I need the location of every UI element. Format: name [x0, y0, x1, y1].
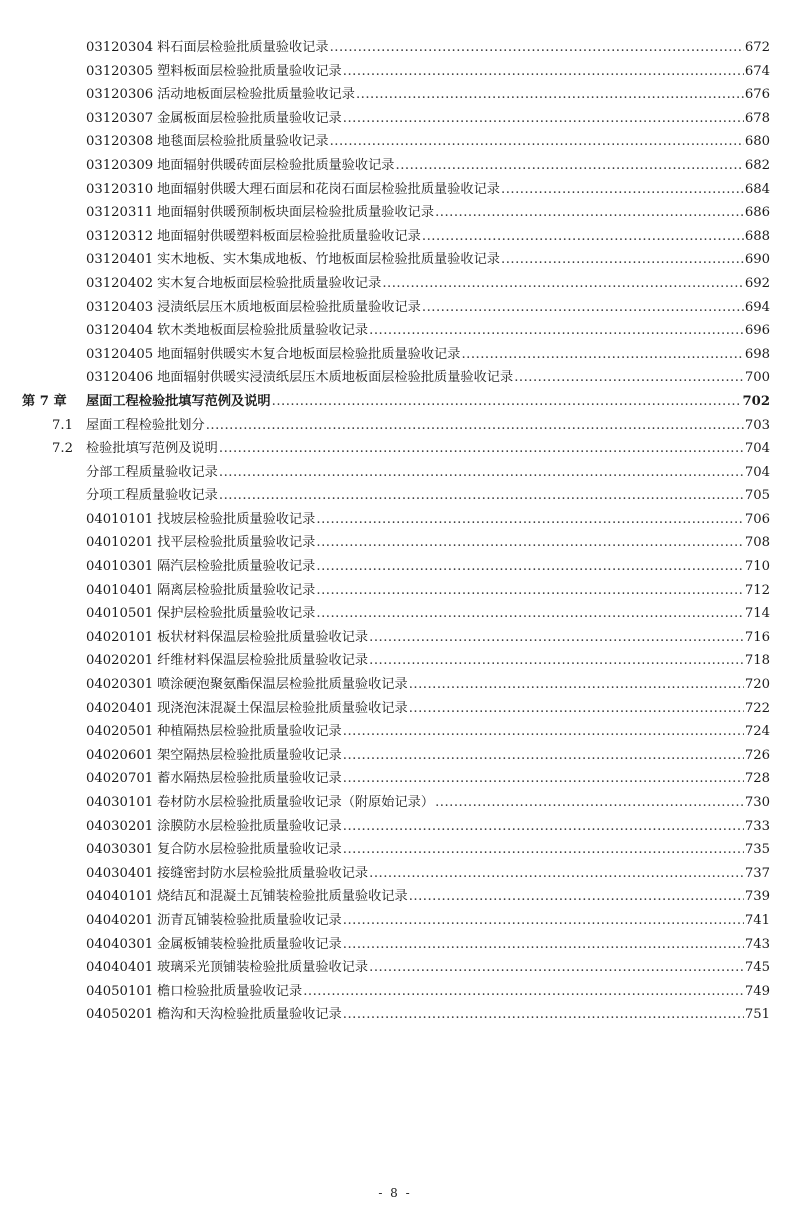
toc-page-number: 712 [744, 582, 770, 598]
toc-entry-row[interactable] [0, 980, 790, 1004]
toc-entry-row[interactable] [0, 296, 790, 320]
toc-entry-title [86, 933, 342, 957]
toc-entry-title [86, 83, 355, 107]
toc-page-number: 684 [744, 181, 770, 197]
toc-page-number: 745 [744, 960, 770, 976]
toc-page-number: 698 [744, 346, 770, 362]
toc-entry-row[interactable] [0, 767, 790, 791]
toc-entry-text: 隔离层检验批质量验收记录 [157, 582, 316, 598]
toc-page-number: 737 [744, 865, 770, 881]
toc-entry-title [86, 838, 342, 862]
dot-leader [272, 390, 742, 414]
dot-leader [343, 815, 744, 839]
dot-leader [409, 885, 744, 909]
toc-page-number: 705 [744, 488, 770, 504]
toc-entry-code: 04050101 [86, 983, 154, 999]
toc-page-number: 726 [744, 747, 770, 763]
dot-leader [369, 649, 744, 673]
toc-entry-row[interactable] [0, 626, 790, 650]
dot-leader [422, 225, 744, 249]
toc-entry-row[interactable] [0, 602, 790, 626]
toc-entry-code: 04020201 [86, 653, 154, 669]
toc-entry-title [86, 225, 421, 249]
toc-entry-code: 04040201 [86, 912, 154, 928]
toc-entry-text: 塑料板面层检验批质量验收记录 [157, 63, 342, 79]
toc-entry-row[interactable] [0, 343, 790, 367]
toc-entry-title [86, 767, 342, 791]
toc-entry-row[interactable] [0, 791, 790, 815]
toc-page-number: 696 [744, 323, 770, 339]
toc-page-number: 676 [744, 87, 770, 103]
toc-entry-title [86, 178, 500, 202]
toc-page-number: 692 [744, 275, 770, 291]
toc-entry-title [86, 130, 329, 154]
toc-entry-title [86, 319, 368, 343]
toc-page-number: 688 [744, 228, 770, 244]
toc-entry-title [86, 1003, 342, 1027]
toc-page-number: 741 [744, 912, 770, 928]
dot-leader [206, 414, 744, 438]
toc-entry-code: 04040401 [86, 960, 154, 976]
toc-entry-text: 隔汽层检验批质量验收记录 [157, 559, 316, 575]
toc-page-number: 739 [744, 889, 770, 905]
toc-entry-title [86, 862, 368, 886]
dot-leader [501, 178, 744, 202]
toc-section-row[interactable] [0, 414, 790, 438]
toc-entry-title [86, 555, 315, 579]
dot-leader [330, 130, 744, 154]
toc-entry-row[interactable] [0, 909, 790, 933]
dot-leader [369, 956, 744, 980]
toc-entry-text: 找坡层检验批质量验收记录 [157, 511, 316, 527]
toc-entry-row[interactable] [0, 319, 790, 343]
dot-leader [219, 461, 744, 485]
toc-page-number: 703 [744, 417, 770, 433]
toc-entry-title [86, 579, 315, 603]
toc-entry-text: 实木复合地板面层检验批质量验收记录 [157, 275, 382, 291]
section-number: 7.2 [52, 441, 73, 457]
toc-entry-text: 烧结瓦和混凝土瓦铺装检验批质量验收记录 [157, 889, 408, 905]
dot-leader [343, 60, 744, 84]
toc-entry-row[interactable] [0, 649, 790, 673]
toc-entry-code: 03120304 [86, 40, 154, 55]
toc-entry-row[interactable] [0, 933, 790, 957]
toc-entry-title [86, 366, 513, 390]
table-of-contents [0, 36, 790, 1027]
dot-leader [396, 154, 744, 178]
toc-entry-text: 地面辐射供暖实浸渍纸层压木质地板面层检验批质量验收记录 [157, 370, 514, 386]
chapter-number: 第 7 章 [22, 393, 67, 409]
toc-entry-title [86, 791, 434, 815]
toc-entry-text: 玻璃采光顶铺装检验批质量验收记录 [157, 960, 369, 976]
toc-entry-text: 现浇泡沫混凝土保温层检验批质量验收记录 [157, 700, 408, 716]
toc-entry-title [86, 107, 342, 131]
toc-entry-row[interactable] [0, 862, 790, 886]
toc-entry-text: 地面辐射供暖实木复合地板面层检验批质量验收记录 [157, 346, 461, 362]
toc-entry-row[interactable] [0, 225, 790, 249]
toc-entry-title [86, 272, 381, 296]
toc-entry-code: 04020501 [86, 724, 154, 740]
toc-entry-title [86, 697, 408, 721]
toc-entry-title [86, 154, 395, 178]
toc-page-number: 702 [742, 393, 770, 409]
dot-leader [343, 909, 744, 933]
toc-entry-row[interactable] [0, 673, 790, 697]
toc-entry-title [86, 36, 329, 60]
toc-entry-code: 04040101 [86, 889, 154, 905]
toc-entry-row[interactable] [0, 83, 790, 107]
toc-page-number: 706 [744, 511, 770, 527]
toc-page-number: 716 [744, 629, 770, 645]
page-number: - 8 - [378, 1186, 412, 1200]
toc-page-number: 722 [744, 700, 770, 716]
toc-page-number: 733 [744, 818, 770, 834]
dot-leader [435, 791, 744, 815]
toc-entry-text: 料石面层检验批质量验收记录 [157, 40, 329, 55]
toc-entry-text: 分部工程质量验收记录 [86, 464, 218, 480]
toc-page-number: 680 [744, 134, 770, 150]
toc-entry-text: 浸渍纸层压木质地板面层检验批质量验收记录 [157, 299, 421, 315]
toc-page-number: 694 [744, 299, 770, 315]
toc-entry-code: 03120307 [86, 110, 154, 126]
toc-entry-text: 沥青瓦铺装检验批质量验收记录 [157, 912, 342, 928]
toc-entry-text: 接缝密封防水层检验批质量验收记录 [157, 865, 369, 881]
toc-entry-title [86, 296, 421, 320]
toc-entry-title [86, 673, 408, 697]
dot-leader [343, 933, 744, 957]
dot-leader [369, 626, 744, 650]
toc-entry-title [86, 343, 460, 367]
dot-leader [343, 744, 744, 768]
toc-entry-row[interactable] [0, 885, 790, 909]
toc-entry-title [86, 248, 500, 272]
toc-page-number: 708 [744, 535, 770, 551]
toc-entry-code: 04030401 [86, 865, 154, 881]
toc-entry-text: 板状材料保温层检验批质量验收记录 [157, 629, 369, 645]
dot-leader [316, 508, 743, 532]
dot-leader [343, 767, 744, 791]
toc-entry-row[interactable] [0, 461, 790, 485]
dot-leader [343, 1003, 744, 1027]
toc-entry-title [86, 980, 302, 1004]
toc-entry-row[interactable] [0, 697, 790, 721]
toc-entry-text: 实木地板、实木集成地板、竹地板面层检验批质量验收记录 [157, 252, 500, 268]
toc-entry-code: 03120312 [86, 228, 154, 244]
toc-entry-text: 地面辐射供暖预制板块面层检验批质量验收记录 [157, 205, 435, 221]
toc-entry-code: 04050201 [86, 1007, 154, 1023]
dot-leader [219, 484, 744, 508]
toc-entry-text: 种植隔热层检验批质量验收记录 [157, 724, 342, 740]
toc-entry-code: 03120309 [86, 157, 154, 173]
toc-entry-code: 03120308 [86, 134, 154, 150]
toc-page-number: 678 [744, 110, 770, 126]
toc-entry-row[interactable] [0, 838, 790, 862]
toc-page-number: 704 [744, 464, 770, 480]
toc-page-number: 690 [744, 252, 770, 268]
toc-entry-code: 03120403 [86, 299, 154, 315]
toc-page-number: 724 [744, 724, 770, 740]
toc-entry-text: 活动地板面层检验批质量验收记录 [157, 87, 355, 103]
toc-entry-text: 檐口检验批质量验收记录 [157, 983, 303, 999]
toc-entry-row[interactable] [0, 201, 790, 225]
toc-page-number: 743 [744, 936, 770, 952]
toc-entry-text: 软木类地板面层检验批质量验收记录 [157, 323, 369, 339]
toc-entry-title [86, 602, 315, 626]
toc-entry-code: 04010101 [86, 511, 154, 527]
toc-entry-code: 04010201 [86, 535, 154, 551]
toc-page-number: 749 [744, 983, 770, 999]
toc-entry-text: 蓄水隔热层检验批质量验收记录 [157, 771, 342, 787]
section-title: 检验批填写范例及说明 [86, 441, 218, 457]
dot-leader [316, 531, 743, 555]
toc-entry-row[interactable] [0, 366, 790, 390]
toc-page-number: 682 [744, 157, 770, 173]
toc-entry-code: 04020401 [86, 700, 154, 716]
dot-leader [369, 862, 744, 886]
toc-entry-code: 04020701 [86, 771, 154, 787]
toc-entry-row[interactable] [0, 484, 790, 508]
toc-section-row[interactable] [0, 437, 790, 461]
toc-entry-row[interactable] [0, 579, 790, 603]
toc-entry-title [86, 744, 342, 768]
toc-entry-text: 涂膜防水层检验批质量验收记录 [157, 818, 342, 834]
dot-leader [316, 602, 743, 626]
toc-entry-title [86, 60, 342, 84]
toc-entry-title [86, 720, 342, 744]
toc-entry-code: 03120401 [86, 252, 154, 268]
dot-leader [461, 343, 743, 367]
toc-entry-text: 地面辐射供暖砖面层检验批质量验收记录 [157, 157, 395, 173]
toc-entry-row[interactable] [0, 508, 790, 532]
toc-entry-code: 03120310 [86, 181, 154, 197]
dot-leader [514, 366, 744, 390]
toc-entry-code: 03120404 [86, 323, 154, 339]
toc-entry-code: 03120306 [86, 87, 154, 103]
toc-entry-row[interactable] [0, 60, 790, 84]
toc-page-number: 730 [744, 795, 770, 810]
dot-leader [343, 838, 744, 862]
dot-leader [343, 720, 744, 744]
toc-entry-title [86, 201, 434, 225]
dot-leader [409, 673, 744, 697]
toc-page-number: 720 [744, 677, 770, 693]
toc-entry-text: 喷涂硬泡聚氨酯保温层检验批质量验收记录 [157, 677, 408, 693]
toc-page-number: 728 [744, 771, 770, 787]
toc-entry-code: 03120305 [86, 63, 154, 79]
dot-leader [356, 83, 744, 107]
toc-page-number: 751 [744, 1007, 770, 1023]
toc-entry-title [86, 508, 315, 532]
section-number: 7.1 [52, 417, 73, 433]
toc-entry-row[interactable] [0, 272, 790, 296]
toc-page-number: 704 [744, 441, 770, 457]
toc-entry-text: 找平层检验批质量验收记录 [157, 535, 316, 551]
chapter-title: 屋面工程检验批填写范例及说明 [86, 393, 271, 409]
toc-entry-title [86, 531, 315, 555]
toc-entry-title [86, 484, 218, 508]
toc-entry-title [86, 649, 368, 673]
toc-entry-text: 地毯面层检验批质量验收记录 [157, 134, 329, 150]
toc-entry-row[interactable] [0, 130, 790, 154]
toc-entry-title [86, 885, 408, 909]
toc-entry-code: 03120405 [86, 346, 154, 362]
section-title: 屋面工程检验批划分 [86, 417, 205, 433]
dot-leader [435, 201, 744, 225]
toc-entry-code: 04020101 [86, 629, 154, 645]
toc-entry-code: 04040301 [86, 936, 154, 952]
toc-entry-code: 04010501 [86, 606, 154, 622]
toc-entry-text: 保护层检验批质量验收记录 [157, 606, 316, 622]
toc-entry-row[interactable] [0, 1003, 790, 1027]
toc-entry-code: 04020301 [86, 677, 154, 693]
toc-page-number: 686 [744, 205, 770, 221]
toc-entry-text: 纤维材料保温层检验批质量验收记录 [157, 653, 369, 669]
dot-leader [343, 107, 744, 131]
toc-entry-row[interactable] [0, 744, 790, 768]
toc-entry-code: 04010301 [86, 559, 154, 575]
toc-entry-code: 03120311 [86, 205, 154, 221]
toc-entry-text: 分项工程质量验收记录 [86, 488, 218, 504]
toc-entry-row[interactable] [0, 178, 790, 202]
toc-entry-code: 04030101 [86, 795, 154, 810]
toc-entry-text: 复合防水层检验批质量验收记录 [157, 842, 342, 858]
toc-entry-code: 04010401 [86, 582, 154, 598]
dot-leader [219, 437, 744, 461]
toc-chapter-row[interactable] [0, 390, 790, 414]
toc-entry-title [86, 956, 368, 980]
dot-leader [316, 555, 743, 579]
dot-leader [303, 980, 744, 1004]
toc-entry-row[interactable] [0, 720, 790, 744]
toc-entry-row[interactable] [0, 815, 790, 839]
toc-entry-title [86, 909, 342, 933]
toc-entry-code: 04030201 [86, 818, 154, 834]
dot-leader [382, 272, 744, 296]
toc-page-number: 674 [744, 63, 770, 79]
dot-leader [316, 579, 743, 603]
toc-entry-text: 地面辐射供暖大理石面层和花岗石面层检验批质量验收记录 [157, 181, 500, 197]
toc-entry-text: 檐沟和天沟检验批质量验收记录 [157, 1007, 342, 1023]
toc-entry-text: 地面辐射供暖塑料板面层检验批质量验收记录 [157, 228, 421, 244]
dot-leader [501, 248, 744, 272]
toc-page-number: 735 [744, 842, 770, 858]
toc-entry-row[interactable] [0, 248, 790, 272]
toc-entry-code: 04020601 [86, 747, 154, 763]
dot-leader [409, 697, 744, 721]
toc-page-number: 672 [744, 40, 770, 55]
toc-entry-text: 架空隔热层检验批质量验收记录 [157, 747, 342, 763]
toc-page-number: 718 [744, 653, 770, 669]
dot-leader [422, 296, 744, 320]
toc-entry-row[interactable] [0, 36, 790, 60]
toc-entry-text: 金属板面层检验批质量验收记录 [157, 110, 342, 126]
toc-entry-text: 金属板铺装检验批质量验收记录 [157, 936, 342, 952]
toc-entry-code: 03120406 [86, 370, 154, 386]
toc-entry-title [86, 815, 342, 839]
toc-entry-title [86, 626, 368, 650]
toc-entry-row[interactable] [0, 107, 790, 131]
toc-entry-row[interactable] [0, 555, 790, 579]
toc-entry-code: 04030301 [86, 842, 154, 858]
toc-entry-row[interactable] [0, 154, 790, 178]
toc-page-number: 700 [744, 370, 770, 386]
dot-leader [330, 36, 744, 60]
dot-leader [369, 319, 744, 343]
toc-page-number: 714 [744, 606, 770, 622]
toc-entry-text: 卷材防水层检验批质量验收记录（附原始记录） [157, 795, 435, 810]
toc-entry-row[interactable] [0, 956, 790, 980]
toc-page-number: 710 [744, 559, 770, 575]
toc-entry-code: 03120402 [86, 275, 154, 291]
toc-entry-row[interactable] [0, 531, 790, 555]
toc-entry-title [86, 461, 218, 485]
